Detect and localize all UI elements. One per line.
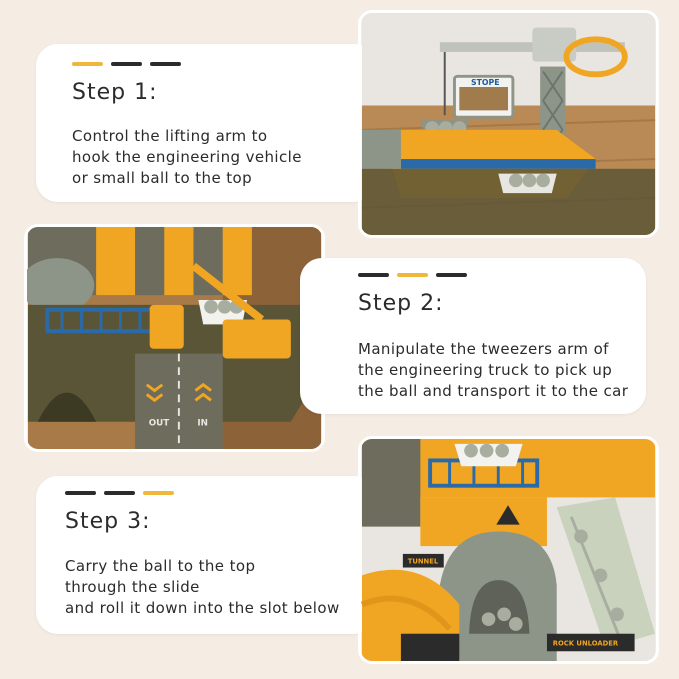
step-2-line: Manipulate the tweezers arm of xyxy=(358,340,609,358)
road-label-in: IN xyxy=(197,418,208,429)
step-3-photo xyxy=(358,436,659,664)
dash xyxy=(358,273,389,277)
dash xyxy=(111,62,142,66)
step-1-line: hook the engineering vehicle xyxy=(72,148,302,166)
tunnel-sign-text: TUNNEL xyxy=(407,557,439,566)
dash xyxy=(104,491,135,495)
step-2-line: the ball and transport it to the car xyxy=(358,382,629,400)
dash xyxy=(72,62,103,66)
step-2-progress-dashes xyxy=(358,273,467,277)
step-3-description xyxy=(65,556,340,619)
step-2-description xyxy=(358,339,628,402)
step-3-line: through the slide xyxy=(65,578,200,596)
road-label-out: OUT xyxy=(148,418,170,429)
step-2-line: the engineering truck to pick up xyxy=(358,361,613,379)
rock-unloader-sign-text: ROCK UNLOADER xyxy=(552,639,619,648)
stope-sign-text: STOPE xyxy=(471,78,500,88)
step-3-title: Step 3: xyxy=(65,509,151,534)
step-1-title: Step 1: xyxy=(72,80,158,105)
tunnel-icon xyxy=(361,439,656,661)
crane-icon xyxy=(361,13,656,235)
dash xyxy=(65,491,96,495)
dash xyxy=(150,62,181,66)
excavator-icon xyxy=(27,227,322,449)
step-3-progress-dashes xyxy=(65,491,174,495)
step-2-title: Step 2: xyxy=(358,291,444,316)
step-3-line: Carry the ball to the top xyxy=(65,557,256,575)
step-1-line: or small ball to the top xyxy=(72,169,253,187)
step-1-photo xyxy=(358,10,659,238)
dash xyxy=(143,491,174,495)
dash xyxy=(436,273,467,277)
dash xyxy=(397,273,428,277)
step-3-line: and roll it down into the slot below xyxy=(65,599,340,617)
step-1-line: Control the lifting arm to xyxy=(72,127,268,145)
step-2-photo xyxy=(24,224,325,452)
step-1-progress-dashes xyxy=(72,62,181,66)
step-1-description xyxy=(72,126,302,189)
